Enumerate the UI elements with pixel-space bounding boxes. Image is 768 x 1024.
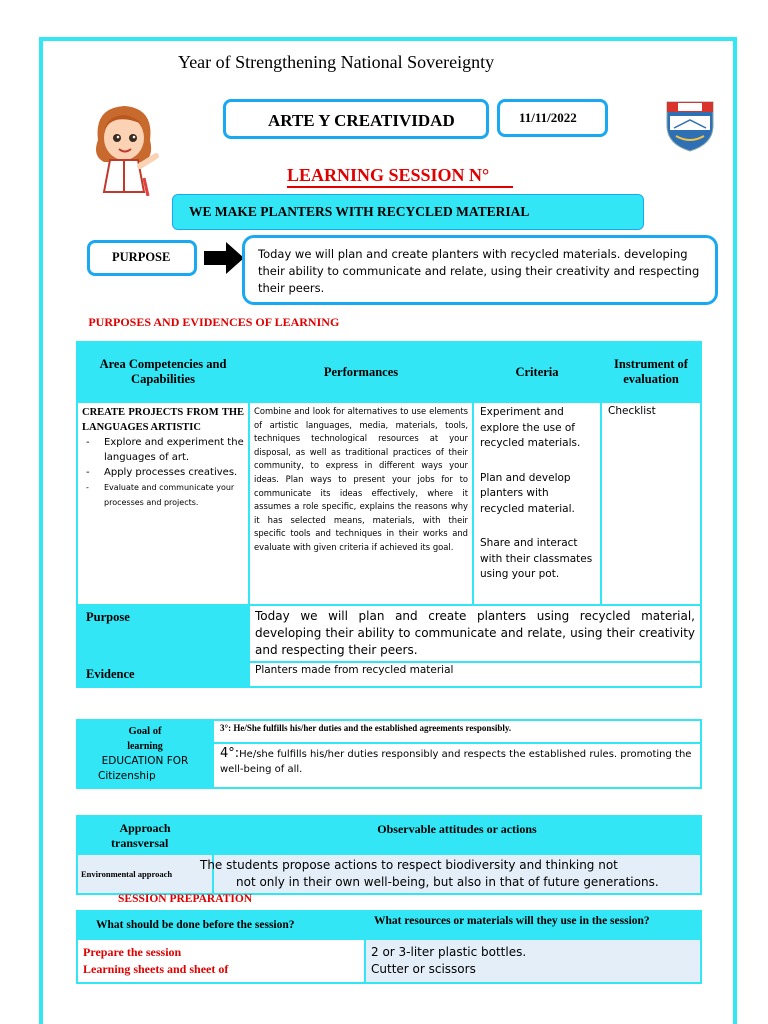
grade-4-marker: 4°: bbox=[220, 746, 240, 762]
approach-header-line: transversal bbox=[111, 836, 169, 850]
learning-table bbox=[76, 341, 702, 688]
prep-before-line: Learning sheets and sheet of bbox=[83, 962, 229, 976]
cartoon-girl-icon bbox=[84, 100, 164, 196]
list-item: - Apply processes creatives. bbox=[82, 465, 244, 480]
arrow-right-icon bbox=[204, 240, 246, 276]
grade-4-text: He/she fulfills his/her duties responsibly and respects the established rules. promoting the well-being of all. bbox=[220, 749, 692, 776]
purpose-label: PURPOSE bbox=[87, 240, 197, 276]
evidence-label: Evidence bbox=[77, 662, 249, 687]
purpose-text: Today we will plan and create planters with recycled materials. developing their ability to communicate and relate, using their creativity and respecting their peers. bbox=[242, 235, 718, 305]
criteria-item: Experiment and explore the use of recycled materials. bbox=[480, 406, 581, 449]
criteria-item: Share and interact with their classmates using your pot. bbox=[480, 537, 593, 580]
approach-text-line: not only in their own well-being, but also in that of future generations. bbox=[236, 875, 659, 889]
list-item: - Evaluate and communicate your processes and projects. bbox=[82, 480, 244, 510]
course-title: ARTE Y CREATIVIDAD bbox=[223, 99, 489, 139]
approach-header bbox=[77, 816, 213, 854]
session-title: LEARNING SESSION N° bbox=[287, 164, 513, 188]
attitudes-header: Observable attitudes or actions bbox=[213, 816, 701, 854]
session-topic: WE MAKE PLANTERS WITH RECYCLED MATERIAL bbox=[172, 194, 644, 230]
section-title: PURPOSES AND EVIDENCES OF LEARNING bbox=[76, 315, 327, 329]
section-heading bbox=[76, 315, 339, 330]
goal-label-line: Citizenship bbox=[98, 770, 156, 782]
performances-cell: Combine and look for alternatives to use elements of artistic languages, media, materials, tools, techniques technological resources at your disposal, as well as traditional practices of their community, to express in different ways your ideas. Plan ways to present your jobs for to communicate its ideas effectively, where it assumes a role specific, explains the reasons why it has selected means, materials, with their specific tools and techniques in their works and evaluate with given criteria if achieved its goal. bbox=[249, 402, 473, 605]
competency-title: CREATE PROJECTS FROM THE LANGUAGES ARTISTIC bbox=[82, 407, 244, 433]
prep-title: SESSION PREPARATION bbox=[118, 893, 253, 905]
bullet-marker bbox=[76, 315, 85, 329]
prep-resource-line: Cutter or scissors bbox=[371, 962, 476, 976]
goal-label-line: Goal of bbox=[128, 726, 162, 737]
year-title: Year of Strengthening National Sovereignty bbox=[178, 52, 495, 72]
header-instrument: Instrument of evaluation bbox=[601, 342, 701, 402]
criteria-item: Plan and develop planters with recycled material. bbox=[480, 471, 575, 515]
prep-before-cell bbox=[77, 939, 365, 983]
approach-text bbox=[200, 854, 701, 894]
prep-resources-cell bbox=[365, 939, 701, 983]
evidence-text: Planters made from recycled material bbox=[249, 662, 701, 687]
school-emblem-icon bbox=[664, 98, 716, 152]
goal-label bbox=[77, 720, 213, 788]
goal-grade-4 bbox=[213, 743, 701, 788]
goal-label-line: EDUCATION FOR bbox=[101, 755, 189, 767]
goal-grade-3: 3°: He/She fulfills his/her duties and the established agreements responsibly. bbox=[213, 720, 701, 743]
header-area: Area Competencies and Capabilities bbox=[77, 342, 249, 402]
header-performances: Performances bbox=[249, 342, 473, 402]
goal-table bbox=[76, 719, 702, 789]
session-date: 11/11/2022 bbox=[497, 99, 608, 137]
purpose-row-text: Today we will plan and create planters using recycled material, developing their ability to communicate and relate, using their creativity and respecting their peers. bbox=[249, 605, 701, 662]
prep-resource-line: 2 or 3-liter plastic bottles. bbox=[371, 945, 527, 959]
approach-table bbox=[76, 815, 702, 895]
prep-header-before: What should be done before the session? bbox=[77, 911, 365, 939]
prep-before-line: Prepare the session bbox=[83, 945, 182, 959]
list-item: - Explore and experiment the languages of art. bbox=[82, 435, 244, 465]
instrument-cell: Checklist bbox=[601, 402, 701, 605]
approach-label: Environmental approach bbox=[77, 854, 213, 894]
header-criteria: Criteria bbox=[473, 342, 601, 402]
criteria-cell bbox=[473, 402, 601, 605]
goal-label-line: learning bbox=[127, 741, 163, 752]
competency-cell bbox=[77, 402, 249, 605]
approach-header-line: Approach bbox=[119, 821, 171, 835]
capabilities-list bbox=[82, 435, 244, 510]
prep-table bbox=[76, 910, 702, 984]
approach-text-line: The students propose actions to respect biodiversity and thinking not bbox=[200, 858, 618, 872]
purpose-row-label: Purpose bbox=[77, 605, 249, 662]
prep-header-resources: What resources or materials will they use in the session? bbox=[365, 911, 701, 939]
